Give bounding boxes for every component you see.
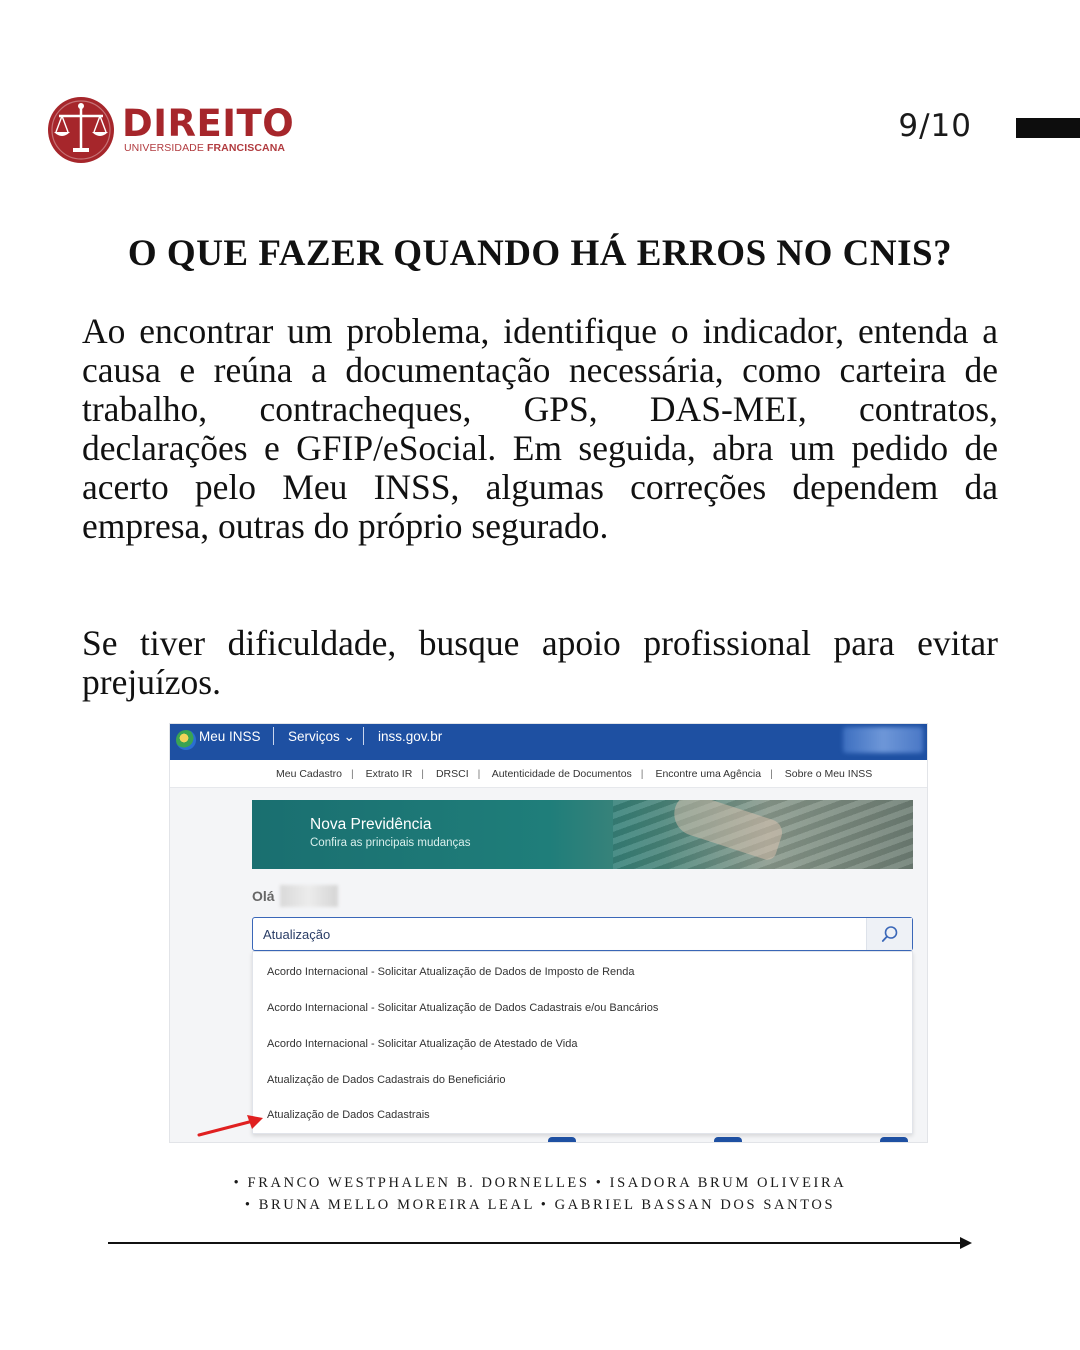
page-title: O QUE FAZER QUANDO HÁ ERROS NO CNIS? bbox=[127, 233, 953, 274]
scales-of-justice-icon bbox=[46, 96, 116, 164]
inss-globe-icon bbox=[176, 730, 196, 750]
search-value: Atualização bbox=[263, 927, 331, 942]
body-paragraph-1: Ao encontrar um problema, identifique o indicador, entenda a causa e reúna a documentação necessária, como carteira de trabalho, contracheques, GPS, DAS-MEI, contratos, declarações e GFIP/eSocial. Em seguida, abra um pedido de acerto pelo Meu INSS, algumas correções dependem da empresa, outras do próprio segurado. bbox=[82, 311, 998, 546]
meu-inss-screenshot bbox=[169, 723, 928, 1143]
blurred-user-area bbox=[843, 727, 923, 753]
subnav-sobre[interactable]: Sobre o Meu INSS bbox=[784, 768, 873, 780]
red-pointer-arrow-icon bbox=[197, 1113, 267, 1139]
meu-inss-link[interactable]: Meu INSS bbox=[199, 729, 261, 744]
result-item[interactable]: Acordo Internacional - Solicitar Atualização de Dados de Imposto de Renda bbox=[267, 966, 635, 978]
top-navbar bbox=[170, 724, 928, 760]
subnav-autenticidade[interactable]: Autenticidade de Documentos bbox=[491, 768, 632, 780]
search-icon bbox=[881, 925, 899, 943]
authors-line-1: • FRANCO WESTPHALEN B. DORNELLES • ISADORA BRUM OLIVEIRA bbox=[233, 1175, 847, 1191]
next-arrow-line bbox=[108, 1242, 963, 1244]
subnav-extrato-ir[interactable]: Extrato IR bbox=[365, 768, 413, 780]
inss-site-link[interactable]: inss.gov.br bbox=[378, 729, 443, 744]
logo-wordmark: DIREITO bbox=[122, 102, 295, 145]
new-badge bbox=[548, 1137, 576, 1143]
secondary-nav: Meu Cadastro | Extrato IR | DRSCI | Autenticidade de Documentos | Encontre uma Agência | Sobre o Meu INSS bbox=[170, 760, 928, 788]
servicos-menu[interactable]: Serviços ⌄ bbox=[288, 729, 355, 744]
result-item[interactable]: Acordo Internacional - Solicitar Atualização de Dados Cadastrais e/ou Bancários bbox=[267, 1002, 659, 1014]
result-item[interactable]: Acordo Internacional - Solicitar Atualização de Atestado de Vida bbox=[267, 1038, 578, 1050]
logo-subtitle: UNIVERSIDADE FRANCISCANA bbox=[124, 142, 286, 154]
divider bbox=[273, 727, 274, 745]
banner-subtitle: Confira as principais mudanças bbox=[310, 837, 471, 849]
divider bbox=[363, 727, 364, 745]
page-indicator-bar bbox=[1016, 118, 1080, 138]
blurred-username bbox=[280, 885, 338, 907]
body-paragraph-2: Se tiver dificuldade, busque apoio profissional para evitar prejuízos. bbox=[82, 623, 998, 702]
new-badge bbox=[880, 1137, 908, 1143]
greeting: Olá bbox=[252, 888, 275, 904]
search-results-dropdown bbox=[252, 951, 913, 1134]
subnav-meu-cadastro[interactable]: Meu Cadastro bbox=[276, 768, 342, 780]
subnav-drsci[interactable]: DRSCI bbox=[435, 768, 469, 780]
banner-title: Nova Previdência bbox=[310, 816, 432, 833]
cards-row-peek bbox=[252, 1134, 913, 1143]
subnav-encontre-agencia[interactable]: Encontre uma Agência bbox=[655, 768, 762, 780]
direito-logo bbox=[46, 96, 296, 166]
new-badge bbox=[714, 1137, 742, 1143]
nova-previdencia-banner[interactable] bbox=[252, 800, 913, 869]
authors-credits bbox=[0, 1172, 1080, 1216]
search-button[interactable] bbox=[866, 918, 912, 950]
result-item-highlighted[interactable]: Atualização de Dados Cadastrais bbox=[267, 1109, 430, 1121]
search-input[interactable] bbox=[252, 917, 913, 951]
authors-line-2: • BRUNA MELLO MOREIRA LEAL • GABRIEL BASSAN DOS SANTOS bbox=[244, 1197, 836, 1213]
result-item[interactable]: Atualização de Dados Cadastrais do Beneficiário bbox=[267, 1074, 506, 1086]
next-arrow-icon bbox=[960, 1237, 972, 1249]
page-counter: 9/10 bbox=[898, 108, 972, 144]
